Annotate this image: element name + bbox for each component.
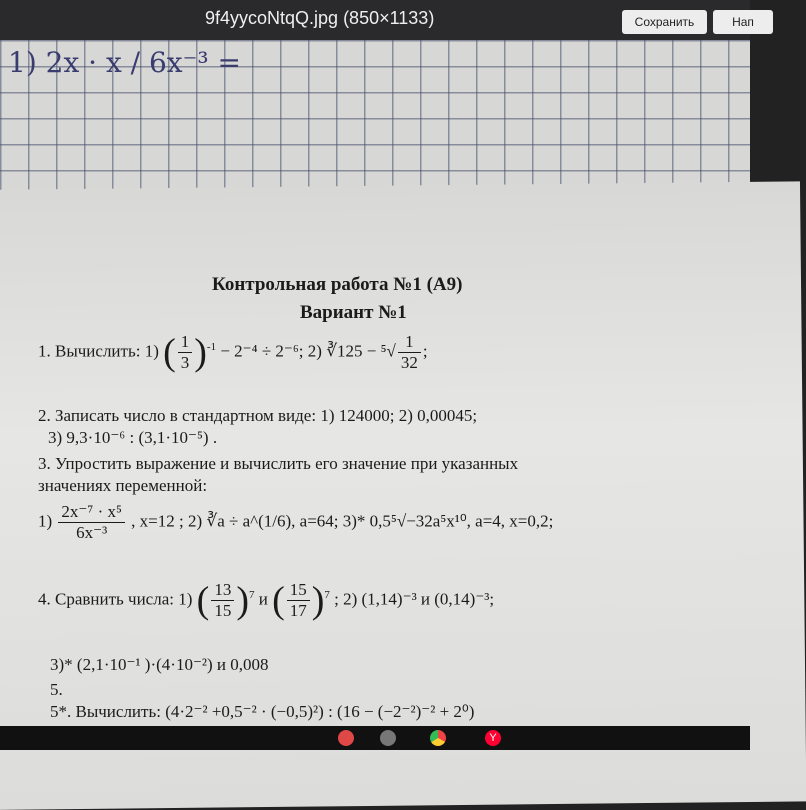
worksheet-title: Контрольная работа №1 (А9) [212,274,463,295]
task-1-rest: − 2⁻⁴ ÷ 2⁻⁶; 2) ∛125 − ⁵√ [220,341,396,361]
task-3-expression: 1) $\frac{\text{2x⁻⁷ · x⁵}}{\text{6x⁻³}}$ , x=12 ; 2) ∛a ÷ a^(1/6), a=64; 3)* 0,5⁵√−32a⁵x¹⁰, a=4, x=0,2; [38,502,554,542]
task-2-line-2: 3) 9,3·10⁻⁶ : (3,1·10⁻⁵) . [48,428,218,447]
task-3-fraction: $\frac{\text{2x⁻⁷ · x⁵}}{\text{6x⁻³}}$ [58,502,125,543]
task-1-fraction: $\frac{1}{3}$ [178,332,193,373]
next-button[interactable]: Нап [713,10,773,34]
browser-icon[interactable] [430,730,446,746]
taskbar [0,726,750,750]
task-4-fraction-1: $\frac{13}{15}$ [211,580,234,621]
task-2-line-1: 2. Записать число в стандартном виде: 1) 124000; 2) 0,00045; [38,406,478,425]
task-5-star: 5*. Вычислить: (4·2⁻² +0,5⁻² · (−0,5)²) : (16 − (−2⁻²)⁻² + 2⁰) [50,702,475,721]
task-4-line-2: 3)* (2,1·10⁻¹ )·(4·10⁻²) и 0,008 [50,655,269,674]
app-icon-2[interactable] [380,730,396,746]
task-5: 5. [50,680,63,699]
yandex-icon[interactable]: Y [485,730,501,746]
task-1-prefix: 1. Вычислить: 1) [38,341,159,361]
task-1: 1. Вычислить: 1) ( $\frac{1}{3}$ )$^{-1}$ − 2⁻⁴ ÷ 2⁻⁶; 2) ∛125 − ⁵√ $\frac{1}{32}$ ; [38,331,428,374]
task-3-line-2: значениях переменной: [38,476,208,495]
task-1-root-fraction: $\frac{1}{32}$ [398,332,421,373]
handwritten-expression: 1) 2x · x / 6x⁻³ = [8,46,241,79]
save-button[interactable]: Сохранить [622,10,707,34]
browser-top-bar [0,0,754,40]
variant-title: Вариант №1 [300,302,407,323]
printed-worksheet [0,40,750,750]
task-3-line-1: 3. Упростить выражение и вычислить его значение при указанных [38,454,519,473]
image-filename: 9f4yycoNtqQ.jpg (850×1133) [205,8,435,28]
task-4-fraction-2: $\frac{15}{17}$ [287,580,310,621]
task-4: 4. Сравнить числа: 1) ( $\frac{13}{15}$ )$^7$ и ( $\frac{15}{17}$ )$^7$ ; 2) (1,14)⁻³ и (0,14)⁻³; [38,579,495,622]
photo-content [0,40,750,750]
app-icon-1[interactable] [338,730,354,746]
